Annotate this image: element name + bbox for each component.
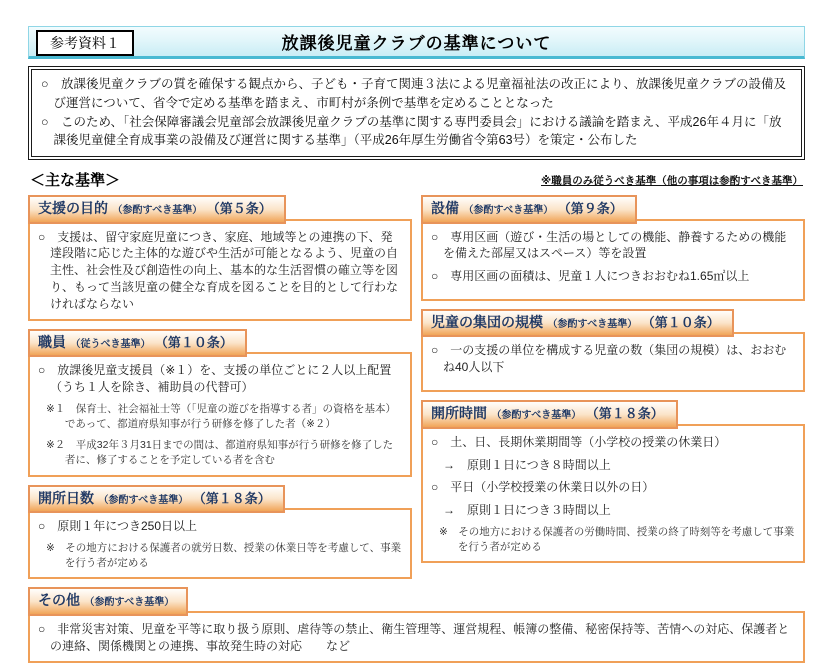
section-basis-label: （参酌すべき基準）	[547, 318, 638, 330]
section-open-hours	[421, 400, 805, 563]
note-item: ※ その地方における保護者の労働時間、授業の終了時刻等を考慮して事業を行う者が定める	[439, 525, 795, 554]
section-support-purpose	[28, 195, 412, 321]
section-basis-label: （参酌すべき基準）	[98, 494, 189, 506]
note-item: ※ その地方における保護者の就労日数、授業の休業日等を考慮して、事業を行う者が定める	[46, 542, 402, 570]
section-group-size	[421, 309, 805, 393]
standards-heading-row	[30, 169, 803, 190]
section-body	[28, 611, 805, 663]
section-title: 開所日数	[38, 489, 94, 506]
section-title: 開所時間	[431, 405, 487, 422]
bullet-item: ○ 土、日、長期休業期間等（小学校の授業の休業日）	[431, 434, 727, 449]
bullet-item: ○ 平日（小学校授業の休業日以外の日）	[431, 480, 655, 495]
section-staff	[28, 329, 412, 477]
section-basis-label: （参酌すべき基準）	[463, 205, 554, 216]
section-header	[28, 587, 188, 616]
intro-box	[28, 66, 805, 160]
bullet-item: ○ 原則１年につき250日以上	[38, 519, 198, 534]
section-article-label: （第９条）	[557, 201, 623, 216]
section-basis-label: （参酌すべき基準）	[112, 205, 203, 216]
title-bar	[28, 26, 805, 59]
section-header	[421, 195, 637, 224]
reference-badge: 参考資料１	[36, 30, 134, 56]
section-header	[28, 329, 247, 358]
section-body	[421, 332, 805, 392]
section-title: 職員	[38, 333, 66, 350]
section-header	[421, 309, 734, 338]
section-body	[28, 508, 412, 579]
bullet-item: ○ 一の支援の単位を構成する児童の数（集団の規模）は、おおむね40人以下	[431, 343, 787, 374]
section-basis-label: （参酌すべき基準）	[491, 410, 582, 422]
section-basis-label: （参酌すべき基準）	[84, 597, 175, 609]
section-article-label: （第１８条）	[192, 490, 271, 506]
section-article-label: （第５条）	[206, 201, 272, 216]
section-title: その他	[38, 592, 80, 609]
section-body	[28, 219, 412, 321]
intro-line: ○ 放課後児童クラブの質を確保する観点から、子ども・子育て関連３法による児童福祉法の改正により、放課後児童クラブの設備及び運営について、省令で定める基準を踏まえ、市町村が条例で基準を定めることとなった	[41, 77, 787, 110]
note-item: ※１ 保育士、社会福祉士等（「児童の遊びを指導する者」の資格を基本）であって、都道府県知事が行う研修を修了した者（※２）	[46, 402, 397, 430]
bullet-item: ○ 放課後児童支援員（※１）を、支援の単位ごとに２人以上配置（うち１人を除き、補助員の代替可）	[38, 363, 392, 394]
bullet-item: ○ 支援は、留守家庭児童につき、家庭、地域等との連携の下、発達段階に応じた主体的な遊びや生活が可能となるよう、児童の自主性、社会性及び創造性の向上、基本的な生活習慣の確立等を図り、もって当該児童の健全な育成を図ることを目的として行わなければならない	[38, 229, 399, 311]
section-article-label: （第１８条）	[585, 406, 664, 422]
section-article-label: （第１０条）	[641, 314, 720, 330]
main-standards-heading: ＜主な基準＞	[30, 172, 121, 189]
section-header	[28, 485, 285, 514]
left-column	[28, 195, 412, 579]
section-body	[421, 424, 805, 564]
page-title: 放課後児童クラブの基準について	[281, 34, 552, 53]
arrow-item: → 原則１日につき３時間以上	[443, 503, 611, 518]
section-facilities	[421, 195, 805, 301]
section-title: 児童の集団の規模	[431, 313, 543, 330]
section-body	[28, 352, 412, 476]
section-header	[421, 400, 678, 429]
bullet-item: ○ 専用区画（遊び・生活の場としての機能、静養するための機能を備えた部屋又はスペース）等を設置	[431, 229, 787, 261]
right-column	[421, 195, 805, 579]
section-others	[28, 587, 805, 662]
intro-line: ○ このため、「社会保障審議会児童部会放課後児童クラブの基準に関する専門委員会」における議論を踏まえ、平成26年４月に「放課後児童健全育成事業の設備及び運営に関する基準」（平成26年厚生労働省令第63号）を策定・公布した	[41, 114, 782, 148]
bullet-item: ○ 専用区画の面積は、児童１人につきおおむね1.65㎡以上	[431, 269, 750, 284]
compliance-note: ※職員のみ従うべき基準（他の事項は参酌すべき基準）	[541, 175, 803, 187]
section-title: 支援の目的	[38, 200, 108, 216]
note-item: ※２ 平成32年３月31日までの間は、都道府県知事が行う研修を修了した者に、修了することを予定している者を含む	[46, 439, 394, 467]
arrow-item: → 原則１日につき８時間以上	[443, 457, 611, 472]
bullet-item: ○ 非常災害対策、児童を平等に取り扱う原則、虐待等の禁止、衛生管理等、運営規程、帳簿の整備、秘密保持等、苦情への対応、保護者との連絡、関係機関との連携、事故発生時の対応 など	[38, 622, 790, 653]
section-body	[421, 219, 805, 301]
section-open-days	[28, 485, 412, 580]
standards-columns	[28, 195, 805, 579]
section-article-label: （第１０条）	[154, 334, 233, 350]
section-header	[28, 195, 286, 224]
section-basis-label: （従うべき基準）	[70, 338, 151, 350]
section-title: 設備	[431, 200, 459, 216]
